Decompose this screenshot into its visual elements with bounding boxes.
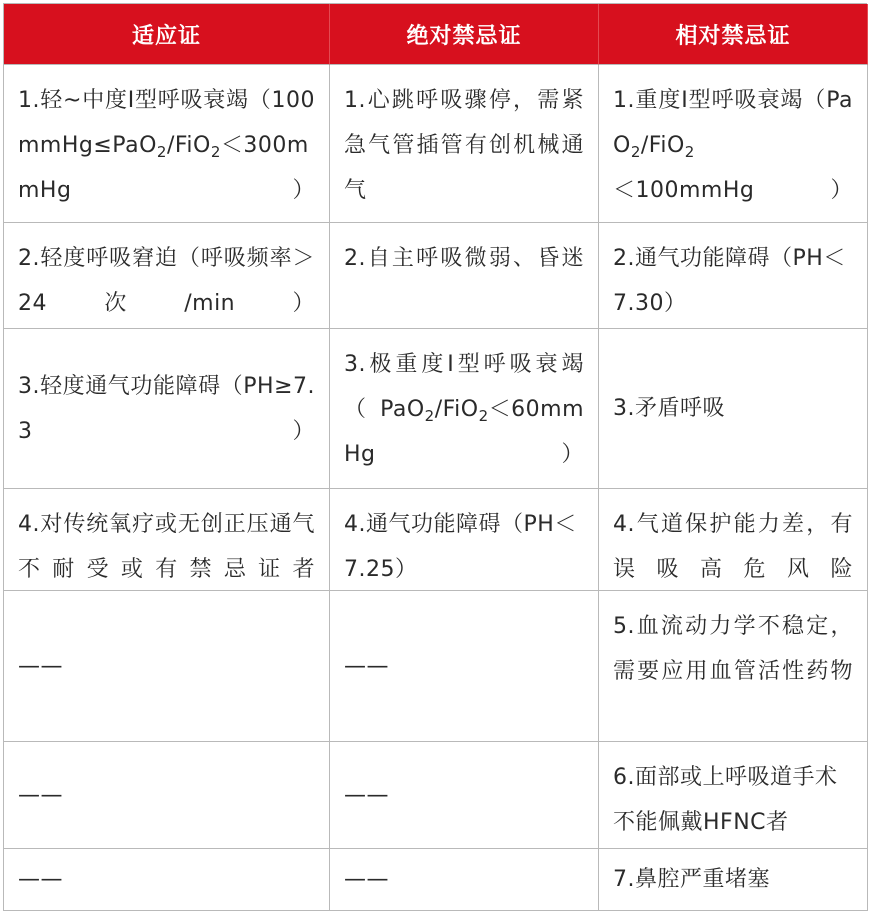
row5-indication: —— [4, 591, 330, 742]
header-relative-contraindications: 相对禁忌证 [599, 4, 868, 65]
row1-relative: 1.重度I型呼吸衰竭（PaO$_2$/FiO$_2$＜100mmHg） [599, 65, 868, 223]
indications-table [3, 3, 867, 911]
row5-absolute: —— [330, 591, 599, 742]
row7-indication: —— [4, 849, 330, 911]
row2-absolute: 2.自主呼吸微弱、昏迷 [330, 223, 599, 329]
row4-indication: 4.对传统氧疗或无创正压通气不耐受或有禁忌证者 [4, 489, 330, 591]
row2-relative: 2.通气功能障碍（PH＜7.30） [599, 223, 868, 329]
row5-relative: 5.血流动力学不稳定，需要应用血管活性药物 [599, 591, 868, 742]
row3-indication: 3.轻度通气功能障碍（PH≥7.3） [4, 329, 330, 489]
row7-absolute: —— [330, 849, 599, 911]
row2-indication: 2.轻度呼吸窘迫（呼吸频率＞24次/min） [4, 223, 330, 329]
row3-absolute: 3.极重度I型呼吸衰竭（PaO$_2$/FiO$_2$＜60mmHg） [330, 329, 599, 489]
row6-indication: —— [4, 742, 330, 849]
header-indications: 适应证 [4, 4, 330, 65]
header-absolute-contraindications: 绝对禁忌证 [330, 4, 599, 65]
row4-relative: 4.气道保护能力差，有误吸高危风险 [599, 489, 868, 591]
row1-indication: 1.轻~中度I型呼吸衰竭（100mmHg≤PaO$_2$/FiO$_2$＜300mmHg） [4, 65, 330, 223]
row1-absolute: 1.心跳呼吸骤停，需紧急气管插管有创机械通气 [330, 65, 599, 223]
row3-relative: 3.矛盾呼吸 [599, 329, 868, 489]
row4-absolute: 4.通气功能障碍（PH＜7.25） [330, 489, 599, 591]
row7-relative: 7.鼻腔严重堵塞 [599, 849, 868, 911]
row6-relative: 6.面部或上呼吸道手术不能佩戴HFNC者 [599, 742, 868, 849]
row6-absolute: —— [330, 742, 599, 849]
